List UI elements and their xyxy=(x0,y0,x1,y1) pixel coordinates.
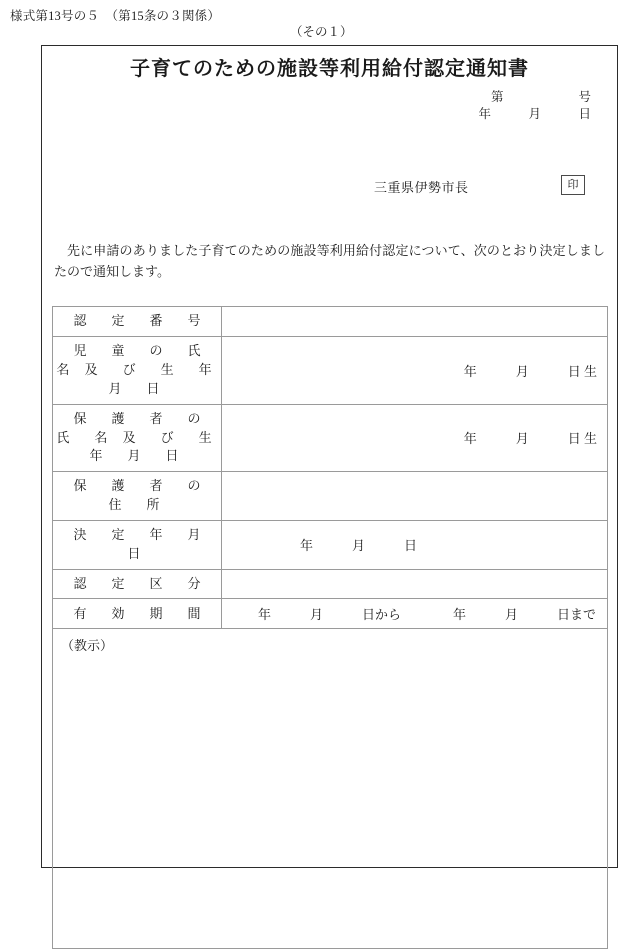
row-value-child-name-birthdate[interactable]: 年 月 日 生 xyxy=(222,337,608,405)
document-number-line: 第 号 xyxy=(490,90,591,104)
form-code-label: 様式第13号の５ （第15条の３関係） xyxy=(10,9,221,23)
document-date-line: 年 月 日 xyxy=(478,106,591,121)
document-title: 子育てのための施設等利用給付認定通知書 xyxy=(130,56,529,80)
notification-body-text: 先に申請のありました子育てのための施設等利用給付認定について、次のとおり決定しましたので通知します。 xyxy=(54,242,605,279)
issuer-name: 三重県伊勢市長 xyxy=(374,179,469,195)
issuer-row xyxy=(42,175,617,205)
row-label-valid-period: 有 効 期 間 xyxy=(53,599,222,629)
row-label-decision-date: 決 定 年 月 日 xyxy=(53,520,222,569)
table-row xyxy=(53,599,608,629)
table-row xyxy=(53,337,608,405)
certification-details-table xyxy=(52,306,608,629)
row-label-certification-number: 認 定 番 号 xyxy=(53,307,222,337)
table-row xyxy=(53,404,608,472)
form-frame xyxy=(41,45,618,868)
table-row xyxy=(53,472,608,521)
seal-stamp-box: 印 xyxy=(561,175,585,195)
row-value-guardian-address[interactable] xyxy=(222,472,608,521)
row-value-certification-category[interactable] xyxy=(222,569,608,599)
row-label-child-name-birthdate: 児 童 の 氏 名 及 び 生 年 月 日 xyxy=(53,337,222,405)
table-row xyxy=(53,520,608,569)
row-value-valid-period[interactable]: 年 月 日から 年 月 日まで xyxy=(222,599,608,629)
instructions-label: （教示） xyxy=(61,638,114,654)
table-row xyxy=(53,569,608,599)
row-value-decision-date[interactable]: 年 月 日 xyxy=(222,520,608,569)
row-value-certification-number[interactable] xyxy=(222,307,608,337)
instructions-section xyxy=(52,629,608,949)
document-meta xyxy=(42,89,617,123)
sheet-number-label: （その１） xyxy=(290,25,353,39)
row-label-certification-category: 認 定 区 分 xyxy=(53,569,222,599)
table-row xyxy=(53,307,608,337)
row-value-guardian-name-birthdate[interactable]: 年 月 日 生 xyxy=(222,404,608,472)
row-label-guardian-name-birthdate: 保 護 者 の 氏 名 及 び 生 年 月 日 xyxy=(53,404,222,472)
row-label-guardian-address: 保 護 者 の 住 所 xyxy=(53,472,222,521)
